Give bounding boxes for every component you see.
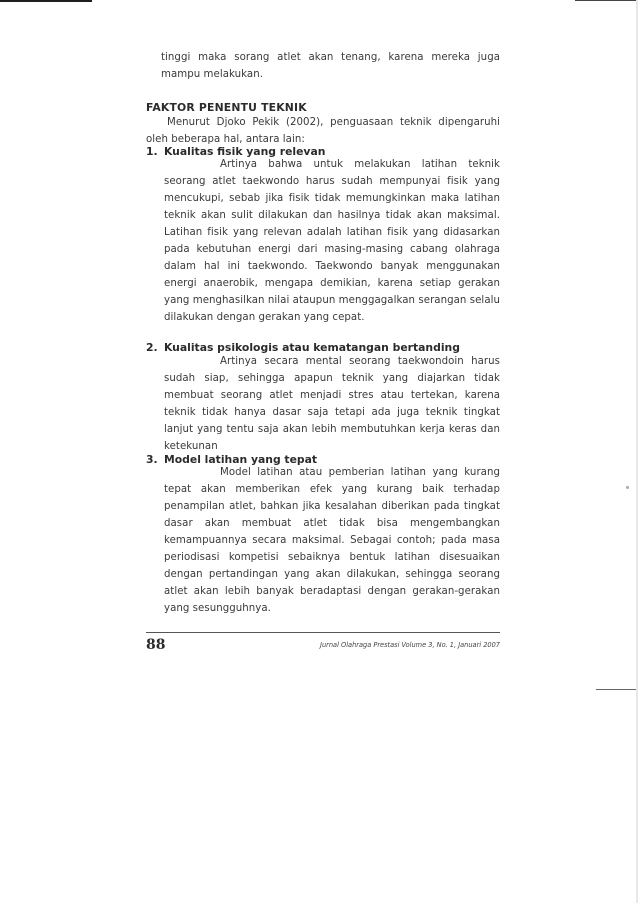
item-title: Model latihan yang tepat [164, 453, 318, 466]
intro-text: tinggi maka sorang atlet akan tenang, karena mereka juga mampu melakukan. [161, 52, 500, 80]
item-text: Model latihan atau pemberian latihan yang kurang tepat akan memberikan efek yang kurang baik terhadap penampilan atlet, bahkan jika kesalahan diberikan pada tingkat dasar akan membuat atlet tidak bisa mengembangkan kemampuannya secara maksimal. Sebagai contoh; pada masa periodisasi kompetisi sebaiknya bentuk latihan disesuaikan dengan pertandingan yang akan dilakukan, sehingga seorang atlet akan lebih banyak beradaptasi dengan gerakan-gerakan yang sesungguhnya. [164, 467, 500, 614]
item-title: Kualitas fisik yang relevan [164, 145, 326, 158]
item-number: 2. [146, 341, 158, 354]
scan-edge-mark [596, 689, 636, 690]
item-number: 3. [146, 453, 158, 466]
item-number: 1. [146, 145, 158, 158]
intro-paragraph [161, 49, 500, 83]
item-paragraph [164, 156, 500, 326]
section-title: FAKTOR PENENTU TEKNIK [146, 101, 307, 114]
item-text: Artinya secara mental seorang taekwondoin harus sudah siap, sehingga apapun teknik yang diajarkan tidak membuat seorang atlet menjadi stres atau tertekan, karena teknik tidak hanya dasar saja tetapi ada juga teknik tingkat lanjut yang tentu saja akan lebih membutuhkan kerja keras dan ketekunan [164, 356, 500, 452]
section-intro [146, 114, 500, 148]
item-paragraph [164, 353, 500, 455]
item-paragraph [164, 464, 500, 617]
footer-rule [146, 632, 500, 633]
page-number: 88 [146, 637, 166, 653]
scan-edge-mark [575, 0, 638, 1]
scan-speck [626, 486, 629, 489]
item-text: Artinya bahwa untuk melakukan latihan teknik seorang atlet taekwondo harus sudah mempunyai fisik yang mencukupi, sebab jika fisik tidak memungkinkan maka latihan teknik akan sulit dilakukan dan hasilnya tidak akan maksimal. Latihan fisik yang relevan adalah latihan fisik yang didasarkan pada kebutuhan energi dari masing-masing cabang olahraga dalam hal ini taekwondo. Taekwondo banyak menggunakan energi anaerobik, mengapa demikian, karena setiap gerakan yang menghasilkan nilai ataupun menggagalkan serangan selalu dilakukan dengan gerakan yang cepat. [164, 159, 500, 323]
scan-edge-mark [0, 0, 92, 2]
section-intro-text: Menurut Djoko Pekik (2002), penguasaan teknik dipengaruhi oleh beberapa hal, antara lain: [146, 117, 500, 145]
journal-reference: Jurnal Olahraga Prestasi Volume 3, No. 1, Januari 2007 [320, 641, 500, 649]
item-title: Kualitas psikologis atau kematangan bertanding [164, 341, 460, 354]
